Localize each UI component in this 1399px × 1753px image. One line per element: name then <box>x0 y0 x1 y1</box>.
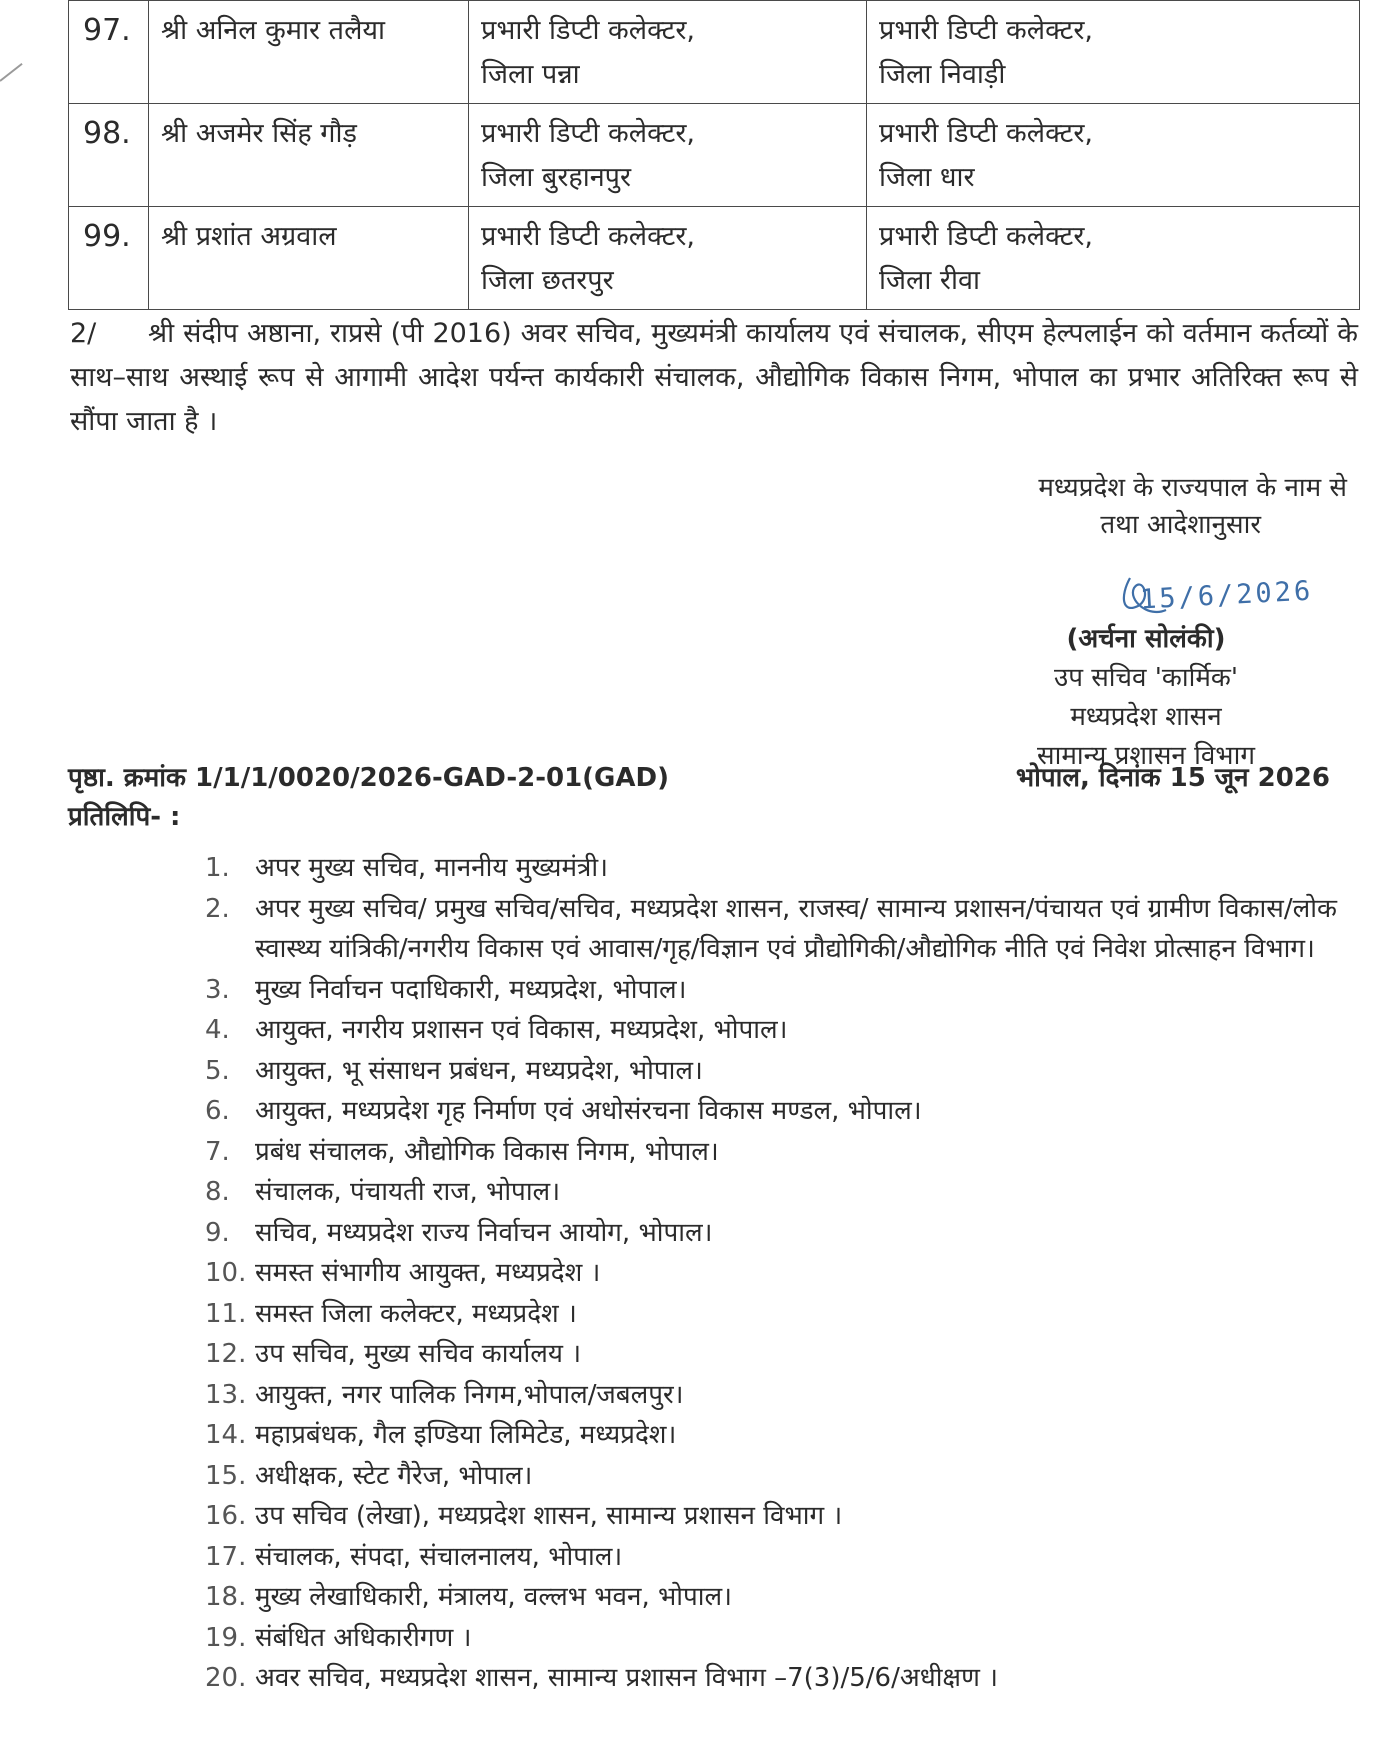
list-item <box>205 848 1355 889</box>
authority-line-1: मध्यप्रदेश के राज्यपाल के नाम से <box>1038 473 1347 503</box>
current-posting: प्रभारी डिप्टी कलेक्टर, जिला पन्ना <box>469 1 867 104</box>
copy-to-list <box>205 848 1355 1699</box>
scan-edge-mark <box>0 63 23 82</box>
list-item-text: आयुक्त, भू संसाधन प्रबंधन, मध्यप्रदेश, भोपाल। <box>255 1055 703 1086</box>
new-posting: प्रभारी डिप्टी कलेक्टर, जिला धार <box>867 104 1360 207</box>
table-row <box>69 104 1360 207</box>
list-item-number: 12. <box>205 1339 247 1369</box>
list-item <box>205 1658 1355 1699</box>
table-row <box>69 207 1360 310</box>
row-number: 98. <box>69 104 149 207</box>
list-item-text: संबंधित अधिकारीगण । <box>255 1622 472 1653</box>
list-item-text: संचालक, पंचायती राज, भोपाल। <box>255 1177 561 1207</box>
list-item-text: आयुक्त, नगरीय प्रशासन एवं विकास, मध्यप्रदेश, भोपाल। <box>255 1015 788 1045</box>
row-number: 97. <box>69 1 149 104</box>
list-item-number: 2. <box>205 893 230 924</box>
signatory-block <box>966 620 1326 776</box>
officer-name: श्री अनिल कुमार तलैया <box>149 1 469 104</box>
list-item <box>205 1334 1355 1375</box>
signatory-government: मध्यप्रदेश शासन <box>1070 702 1222 732</box>
list-item-number: 13. <box>205 1379 247 1410</box>
list-item-number: 18. <box>205 1582 247 1612</box>
list-item-number: 14. <box>205 1420 247 1450</box>
list-item-number: 6. <box>205 1096 230 1126</box>
list-item <box>205 1172 1355 1213</box>
current-posting: प्रभारी डिप्टी कलेक्टर, जिला बुरहानपुर <box>469 104 867 207</box>
reference-line <box>68 758 1330 794</box>
list-item-text: उप सचिव (लेखा), मध्यप्रदेश शासन, सामान्य प्रशासन विभाग । <box>255 1501 843 1531</box>
list-item <box>205 1577 1355 1618</box>
list-item <box>205 1618 1355 1659</box>
signatory-designation: उप सचिव 'कार्मिक' <box>1053 663 1239 693</box>
table-row <box>69 1 1360 104</box>
list-item <box>205 1213 1355 1254</box>
list-item <box>205 1132 1355 1173</box>
list-item <box>205 1456 1355 1497</box>
list-item-number: 3. <box>205 974 230 1005</box>
endorsement-number: पृष्ठा. क्रमांक 1/1/1/0020/2026-GAD-2-01(GAD) <box>68 763 669 793</box>
list-item-text: महाप्रबंधक, गैल इण्डिया लिमिटेड, मध्यप्रदेश। <box>255 1420 677 1450</box>
copy-to-label: प्रतिलिपि- : <box>68 802 181 832</box>
paragraph-text: श्री संदीप अष्ठाना, राप्रसे (पी 2016) अवर सचिव, मुख्यमंत्री कार्यालय एवं संचालक, सीएम हेल्पलाईन को वर्तमान कर्तव्यों के साथ–साथ अस्थाई रूप से आगामी आदेश पर्यन्त कार्यकारी संचालक, औद्योगिक विकास निगम, भोपाल का प्रभार अतिरिक्त रूप से सौंपा जाता है । <box>70 318 1358 437</box>
list-item-text: प्रबंध संचालक, औद्योगिक विकास निगम, भोपाल। <box>255 1136 719 1167</box>
list-item-text: अपर मुख्य सचिव/ प्रमुख सचिव/सचिव, मध्यप्रदेश शासन, राजस्व/ सामान्य प्रशासन/पंचायत एवं ग्रामीण विकास/लोक स्वास्थ्य यांत्रिकी/नगरीय विकास एवं आवास/गृह/विज्ञान एवं प्रौद्योगिकी/औद्योगिक नीति एवं निवेश प्रोत्साहन विभाग। <box>255 893 1337 964</box>
list-item-text: उप सचिव, मुख्य सचिव कार्यालय । <box>255 1339 582 1369</box>
officer-name: श्री अजमेर सिंह गौड़ <box>149 104 469 207</box>
transfer-table <box>68 0 1360 310</box>
list-item-number: 7. <box>205 1136 230 1167</box>
authority-line <box>927 470 1347 544</box>
new-posting: प्रभारी डिप्टी कलेक्टर, जिला निवाड़ी <box>867 1 1360 104</box>
list-item-number: 4. <box>205 1015 230 1045</box>
handwritten-date: 15/6/2026 <box>1139 575 1315 616</box>
list-item-text: सचिव, मध्यप्रदेश राज्य निर्वाचन आयोग, भोपाल। <box>255 1217 713 1248</box>
list-item-text: समस्त संभागीय आयुक्त, मध्यप्रदेश । <box>255 1258 601 1288</box>
list-item <box>205 889 1355 970</box>
signatory-name: (अर्चना सोलंकी) <box>1066 624 1226 654</box>
list-item <box>205 1253 1355 1294</box>
list-item-text: आयुक्त, नगर पालिक निगम,भोपाल/जबलपुर। <box>255 1379 684 1410</box>
list-item-number: 10. <box>205 1258 247 1288</box>
list-item <box>205 1091 1355 1132</box>
list-item-number: 8. <box>205 1177 230 1207</box>
list-item-text: संचालक, संपदा, संचालनालय, भोपाल। <box>255 1541 623 1572</box>
issue-date: भोपाल, दिनांक 15 जून 2026 <box>1015 763 1330 793</box>
list-item-number: 16. <box>205 1501 247 1531</box>
list-item <box>205 970 1355 1011</box>
signatory-department: सामान्य प्रशासन विभाग <box>1037 741 1255 771</box>
list-item-number: 1. <box>205 853 230 883</box>
list-item-text: अवर सचिव, मध्यप्रदेश शासन, सामान्य प्रशासन विभाग –7(3)/5/6/अधीक्षण । <box>255 1663 998 1693</box>
list-item <box>205 1415 1355 1456</box>
order-paragraph <box>70 312 1358 444</box>
list-item <box>205 1496 1355 1537</box>
list-item <box>205 1051 1355 1092</box>
list-item <box>205 1375 1355 1416</box>
list-item <box>205 1537 1355 1578</box>
officer-name: श्री प्रशांत अग्रवाल <box>149 207 469 310</box>
current-posting: प्रभारी डिप्टी कलेक्टर, जिला छतरपुर <box>469 207 867 310</box>
list-item-number: 11. <box>205 1298 247 1329</box>
list-item-text: आयुक्त, मध्यप्रदेश गृह निर्माण एवं अधोसंरचना विकास मण्डल, भोपाल। <box>255 1096 922 1126</box>
list-item <box>205 1294 1355 1335</box>
list-item-number: 19. <box>205 1622 247 1653</box>
list-item-number: 5. <box>205 1055 230 1086</box>
list-item-number: 15. <box>205 1460 247 1491</box>
list-item-number: 17. <box>205 1541 247 1572</box>
list-item-text: अधीक्षक, स्टेट गैरेज, भोपाल। <box>255 1460 533 1491</box>
list-item-text: मुख्य लेखाधिकारी, मंत्रालय, वल्लभ भवन, भोपाल। <box>255 1582 732 1612</box>
new-posting: प्रभारी डिप्टी कलेक्टर, जिला रीवा <box>867 207 1360 310</box>
list-item <box>205 1010 1355 1051</box>
list-item-text: मुख्य निर्वाचन पदाधिकारी, मध्यप्रदेश, भोपाल। <box>255 974 687 1005</box>
list-item-text: अपर मुख्य सचिव, माननीय मुख्यमंत्री। <box>255 853 608 883</box>
list-item-number: 20. <box>205 1663 247 1693</box>
authority-line-2: तथा आदेशानुसार <box>1100 510 1261 540</box>
list-item-text: समस्त जिला कलेक्टर, मध्यप्रदेश । <box>255 1298 577 1329</box>
list-item-number: 9. <box>205 1217 230 1248</box>
row-number: 99. <box>69 207 149 310</box>
paragraph-number: 2/ <box>70 318 97 349</box>
